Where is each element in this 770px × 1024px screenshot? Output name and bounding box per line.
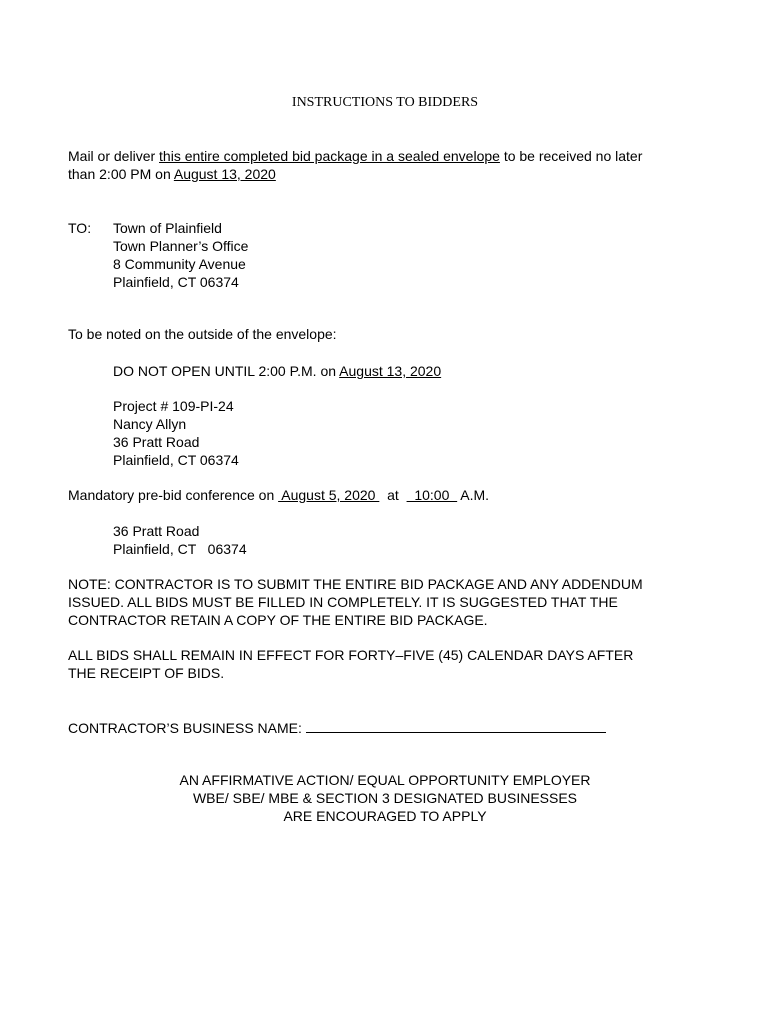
prebid-text: Mandatory pre-bid conference on xyxy=(68,487,279,503)
business-name-blank[interactable] xyxy=(306,718,606,733)
intro-line-2 xyxy=(68,165,642,183)
project-info xyxy=(113,397,239,469)
do-not-open-line xyxy=(113,362,441,380)
prebid-time: 10:00 xyxy=(406,487,458,503)
footer-statement xyxy=(0,771,770,825)
note-line: ISSUED. ALL BIDS MUST BE FILLED IN COMPLETELY. IT IS SUGGESTED THAT THE xyxy=(68,594,618,610)
address-line: 8 Community Avenue xyxy=(113,256,246,272)
address-line: Town Planner’s Office xyxy=(113,238,249,254)
intro-text-1: Mail or deliver xyxy=(68,148,160,164)
footer-line: WBE/ SBE/ MBE & SECTION 3 DESIGNATED BUSINESSES xyxy=(192,790,578,806)
intro-due-date: August 13, 2020 xyxy=(173,166,276,182)
intro-line-1 xyxy=(68,147,642,165)
project-line: 36 Pratt Road xyxy=(113,434,200,450)
prebid-location-line: 36 Pratt Road xyxy=(113,523,200,539)
project-line: Project # 109-PI-24 xyxy=(113,398,234,414)
intro-paragraph xyxy=(68,147,642,183)
prebid-conference-line xyxy=(68,486,489,504)
prebid-location-line: Plainfield, CT 06374 xyxy=(113,541,247,557)
do-not-open-date: August 13, 2020 xyxy=(339,363,442,379)
business-name-label: CONTRACTOR’S BUSINESS NAME: xyxy=(68,720,302,736)
prebid-ampm: A.M. xyxy=(457,487,490,503)
page-title: INSTRUCTIONS TO BIDDERS xyxy=(291,95,479,110)
to-label: TO: xyxy=(68,220,92,236)
do-not-open-text: DO NOT OPEN UNTIL 2:00 P.M. on xyxy=(113,363,340,379)
footer-line: AN AFFIRMATIVE ACTION/ EQUAL OPPORTUNITY EMPLOYER xyxy=(179,772,591,788)
note-line: NOTE: CONTRACTOR IS TO SUBMIT THE ENTIRE BID PACKAGE AND ANY ADDENDUM xyxy=(68,576,643,592)
address-line: Plainfield, CT 06374 xyxy=(113,274,239,290)
effect-paragraph xyxy=(68,646,633,682)
note-paragraph xyxy=(68,575,643,629)
prebid-date: August 5, 2020 xyxy=(278,487,380,503)
prebid-at: at xyxy=(379,487,407,503)
footer-line: ARE ENCOURAGED TO APPLY xyxy=(283,808,487,824)
prebid-location xyxy=(113,522,247,558)
intro-text-2: to be received no later xyxy=(499,148,643,164)
intro-text-3: than 2:00 PM on xyxy=(68,166,174,182)
project-line: Nancy Allyn xyxy=(113,416,187,432)
project-line: Plainfield, CT 06374 xyxy=(113,452,239,468)
business-name-row xyxy=(68,718,606,737)
recipient-address xyxy=(113,219,248,291)
note-line: CONTRACTOR RETAIN A COPY OF THE ENTIRE BID PACKAGE. xyxy=(68,612,488,628)
address-line: Town of Plainfield xyxy=(113,220,222,236)
envelope-note: To be noted on the outside of the envelope: xyxy=(68,326,337,342)
effect-line: THE RECEIPT OF BIDS. xyxy=(68,665,225,681)
effect-line: ALL BIDS SHALL REMAIN IN EFFECT FOR FORTY–FIVE (45) CALENDAR DAYS AFTER xyxy=(68,647,634,663)
intro-underlined-package: this entire completed bid package in a sealed envelope xyxy=(159,148,500,164)
